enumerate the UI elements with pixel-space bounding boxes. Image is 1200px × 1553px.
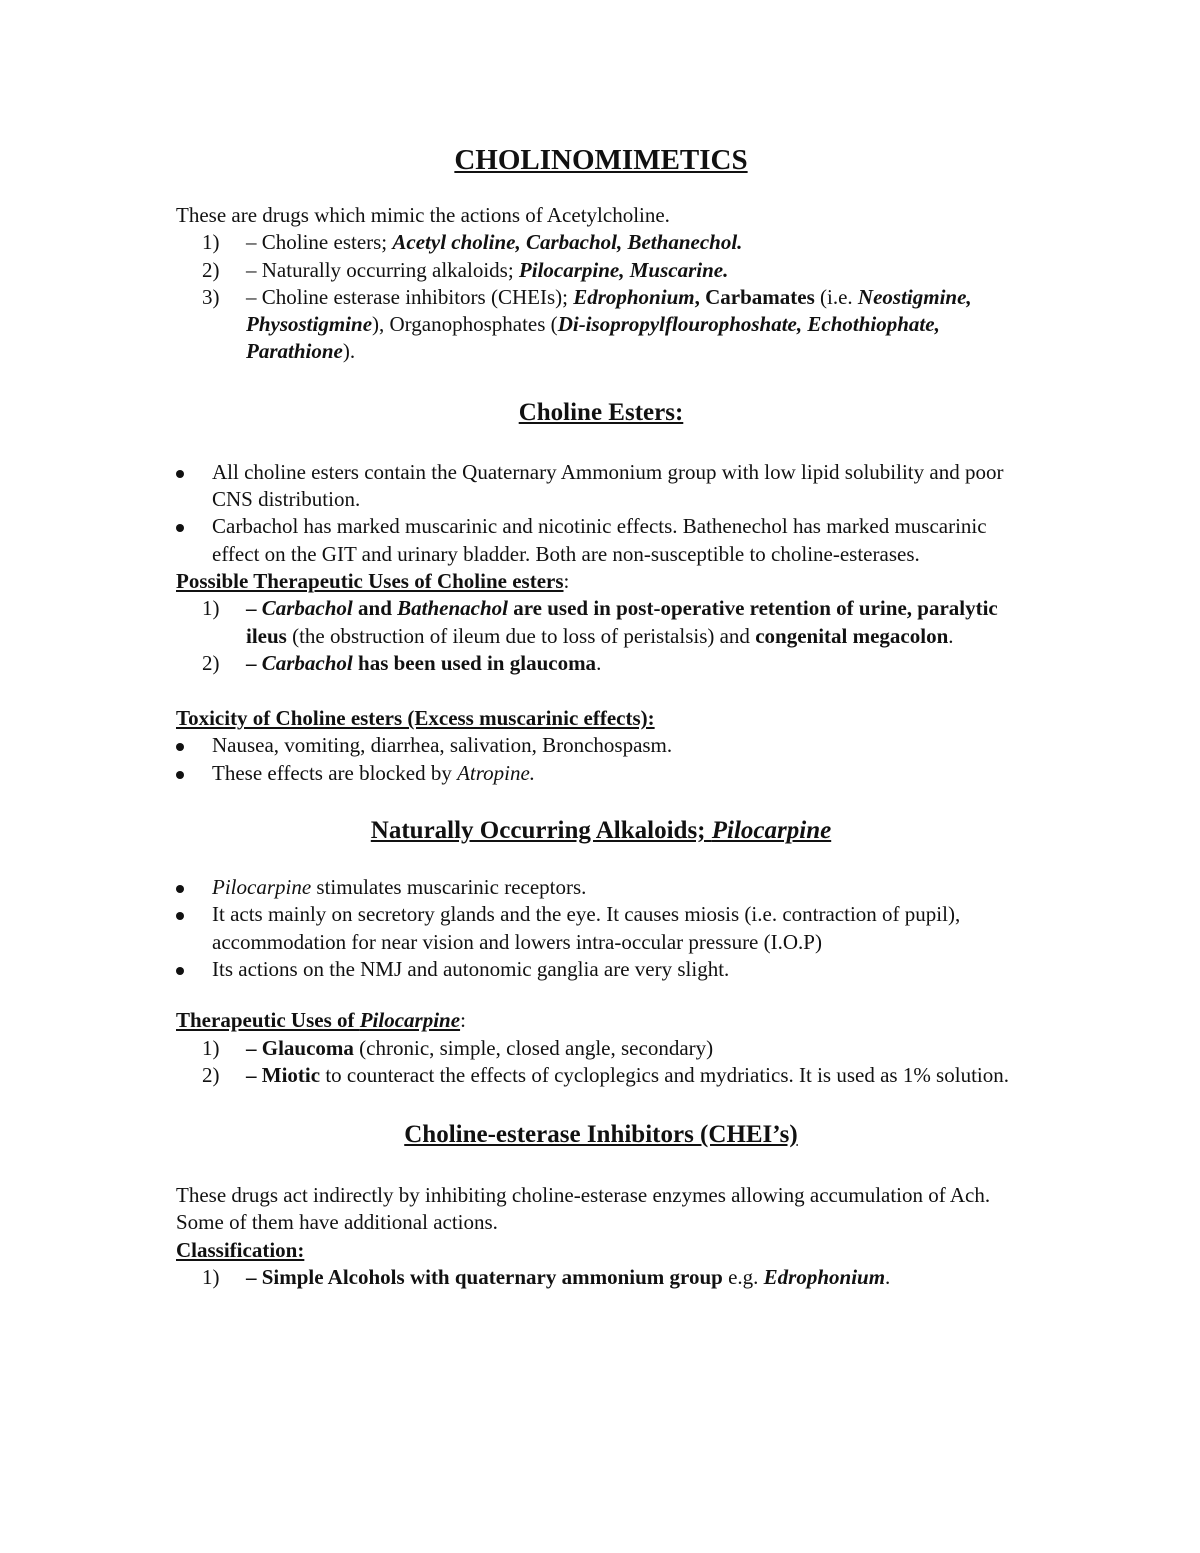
- drug-class-list: [176, 229, 1026, 365]
- choline-esters-bullets: [176, 459, 1026, 568]
- list-item: 2) – Carbachol has been used in glaucoma.: [202, 650, 602, 675]
- pilocarpine-uses-list: [176, 1035, 1026, 1090]
- toxicity-bullets: [176, 732, 1026, 787]
- chei-classification-list: [176, 1264, 1026, 1291]
- list-item: 2) – Naturally occurring alkaloids; Pilocarpine, Muscarine.: [202, 257, 729, 282]
- choline-esters-uses-list: [176, 595, 1026, 677]
- list-item: 1) – Choline esters; Acetyl choline, Carbachol, Bethanechol.: [202, 230, 743, 255]
- section-heading-choline-esters: Choline Esters:: [518, 398, 684, 426]
- subheading-possible-uses: Possible Therapeutic Uses of Choline esters:: [176, 568, 570, 593]
- subheading-toxicity: Toxicity of Choline esters (Excess muscarinic effects):: [176, 706, 655, 731]
- list-item: It acts mainly on secretory glands and the eye. It causes miosis (i.e. contraction of pupil), accommodation for near vision and lowers intra-occular pressure (I.O.P): [176, 901, 1026, 956]
- list-item: 3) – Choline esterase inhibitors (CHEIs); Edrophonium, Carbamates (i.e. Neostigmine, Physostigmine), Organophosphates (Di-isopropylflourophoshate, Echothiophate, Parathione).: [202, 284, 972, 364]
- list-item: These effects are blocked by Atropine.: [176, 760, 1026, 787]
- list-item: 2) – Miotic to counteract the effects of cycloplegics and mydriatics. It is used as 1% solution.: [202, 1062, 1009, 1087]
- intro-text: These are drugs which mimic the actions of Acetylcholine.: [176, 203, 670, 227]
- list-item: All choline esters contain the Quaternary Ammonium group with low lipid solubility and poor CNS distribution.: [176, 459, 1026, 514]
- subheading-classification: Classification:: [176, 1237, 305, 1262]
- bullet-icon: [176, 470, 184, 478]
- chei-intro: These drugs act indirectly by inhibiting choline-esterase enzymes allowing accumulation of Ach. Some of them have additional actions.: [176, 1183, 991, 1235]
- list-item: Its actions on the NMJ and autonomic ganglia are very slight.: [176, 956, 1026, 983]
- list-item: Pilocarpine stimulates muscarinic receptors.: [176, 874, 1026, 901]
- alkaloids-bullets: [176, 874, 1026, 983]
- list-item: 1) – Simple Alcohols with quaternary ammonium group e.g. Edrophonium.: [202, 1265, 891, 1290]
- subheading-pilocarpine-uses: Therapeutic Uses of Pilocarpine:: [176, 1008, 466, 1033]
- list-item: Carbachol has marked muscarinic and nicotinic effects. Bathenechol has marked muscarinic effect on the GIT and urinary bladder. Both are non-susceptible to choline-esterases.: [176, 513, 1026, 568]
- list-item: Nausea, vomiting, diarrhea, salivation, Bronchospasm.: [176, 732, 1026, 759]
- bullet-icon: [176, 524, 184, 532]
- list-item: 1) – Carbachol and Bathenachol are used in post-operative retention of urine, paralytic ileus (the obstruction of ileum due to loss of peristalsis) and congenital megacolon.: [202, 596, 998, 648]
- bullet-icon: [176, 743, 184, 751]
- page-title: CHOLINOMIMETICS: [454, 144, 748, 176]
- section-heading-chei: Choline-esterase Inhibitors (CHEI’s): [404, 1121, 798, 1149]
- bullet-icon: [176, 885, 184, 893]
- list-item: 1) – Glaucoma (chronic, simple, closed angle, secondary): [202, 1035, 714, 1060]
- bullet-icon: [176, 912, 184, 920]
- section-heading-alkaloids: Naturally Occurring Alkaloids; Pilocarpine: [370, 817, 832, 845]
- document-body: [176, 140, 1026, 1291]
- bullet-icon: [176, 967, 184, 975]
- bullet-icon: [176, 771, 184, 779]
